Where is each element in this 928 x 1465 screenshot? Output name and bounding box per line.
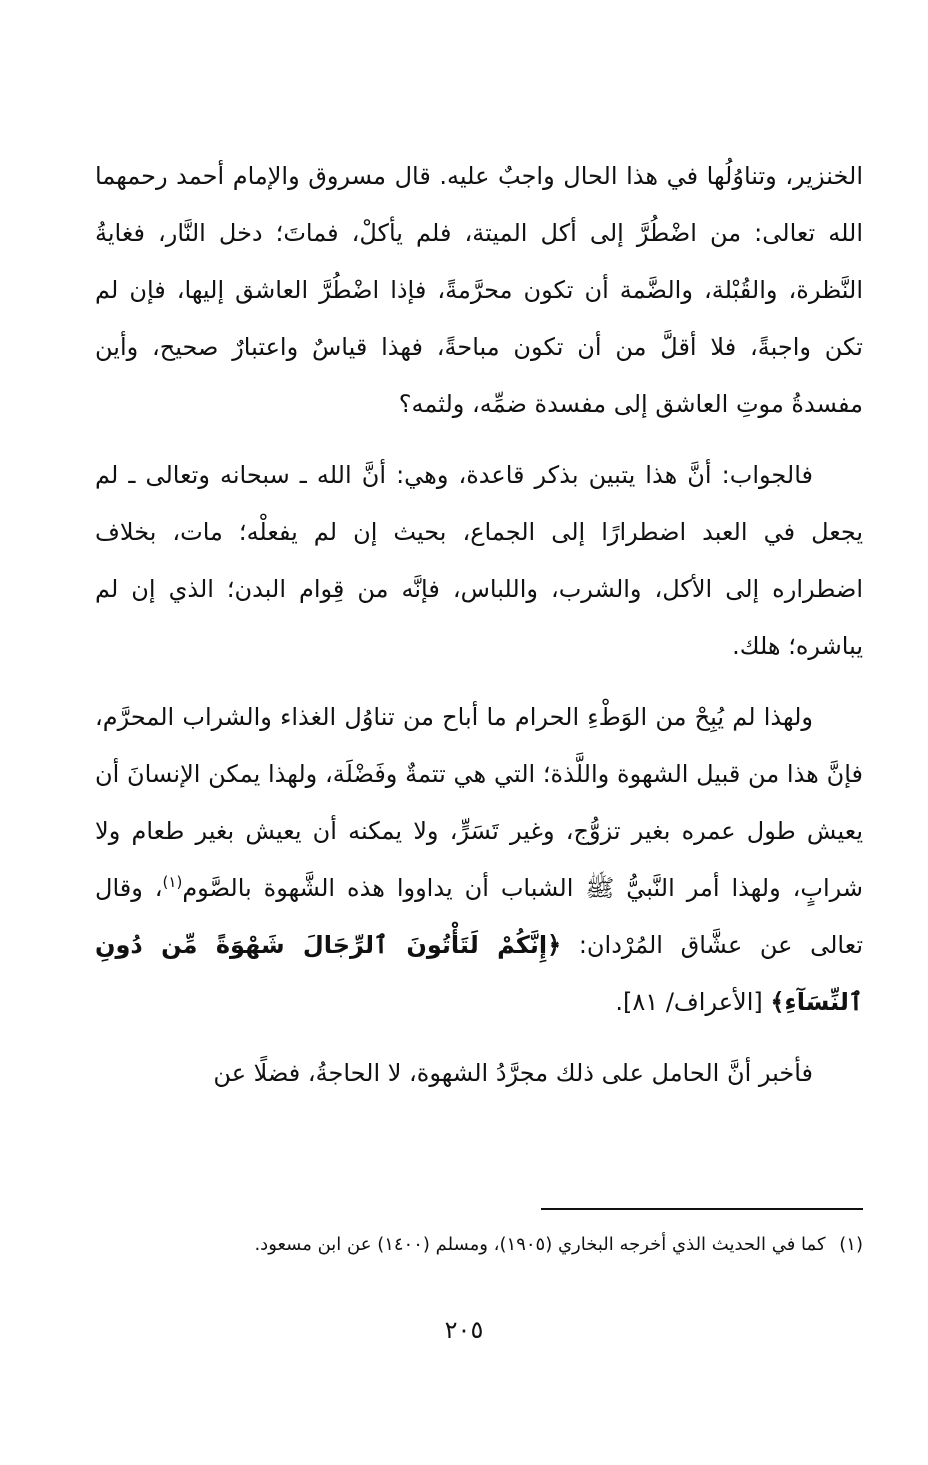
page-number: ٢٠٥	[444, 1316, 484, 1344]
main-text	[95, 148, 863, 1116]
paragraph-3-continuation: ، وقال تعالى عن عشَّاق المُرْدان:	[95, 874, 863, 959]
paragraph-3-text: ولهذا لم يُبِحْ من الوَطْءِ الحرام ما أباح من تناوُل الغذاء والشراب المحرَّم، فإنَّ هذا من قبيل الشهوة واللَّذة؛ التي هي تتمةٌ وفَضْلَة، ولهذا يمكن الإنسانَ أن يعيش طول عمره بغير تزوُّج، وغير تَسَرٍّ، ولا يمكنه أن يعيش بغير طعام ولا شرابٍ، ولهذا أمر النَّبيُّ ﷺ الشباب أن يداووا هذه الشَّهوة بالصَّوم	[95, 703, 864, 902]
paragraph-2: فالجواب: أنَّ هذا يتبين بذكر قاعدة، وهي: أنَّ الله ـ سبحانه وتعالى ـ لم يجعل في العبد اضطرارًا إلى الجماع، بحيث إن لم يفعلْه؛ مات، بخلاف اضطراره إلى الأكل، والشرب، واللباس، فإنَّه من قِوام البدن؛ الذي إن لم يباشره؛ هلك.	[95, 461, 863, 660]
footnote-text: كما في الحديث الذي أخرجه البخاري (١٩٠٥)، ومسلم (١٤٠٠) عن ابن مسعود.	[254, 1234, 826, 1255]
verse-citation: [الأعراف/ ٨١].	[615, 988, 771, 1016]
footnote-number: (١)	[839, 1234, 863, 1255]
footnote-reference[interactable]: (١)	[162, 873, 183, 891]
quran-verse: ﴿إِنَّكُمْ لَتَأْتُونَ ٱلرِّجَالَ شَهْوَةً مِّن دُونِ ٱلنِّسَآءِ﴾	[95, 931, 863, 1016]
footnote	[95, 1230, 863, 1260]
footnote-divider	[541, 1208, 863, 1210]
paragraph-3	[95, 689, 863, 1031]
paragraph-4: فأخبر أنَّ الحامل على ذلك مجرَّدُ الشهوة، لا الحاجةُ، فضلًا عن	[213, 1059, 813, 1087]
paragraph-1: الخنزير، وتناوُلُها في هذا الحال واجبٌ عليه. قال مسروق والإمام أحمد رحمهما الله تعالى: من اضْطُرَّ إلى أكل الميتة، فلم يأكلْ، فماتَ؛ دخل النَّار، فغايةُ النَّظرة، والقُبْلة، والضَّمة أن تكون محرَّمةً، فإذا اضْطُرَّ العاشق إليها، فإن لم تكن واجبةً، فلا أقلَّ من أن تكون مباحةً، فهذا قياسٌ واعتبارٌ صحيح، وأين مفسدةُ موتِ العاشق إلى مفسدة ضمِّه، ولثمه؟	[95, 162, 863, 418]
